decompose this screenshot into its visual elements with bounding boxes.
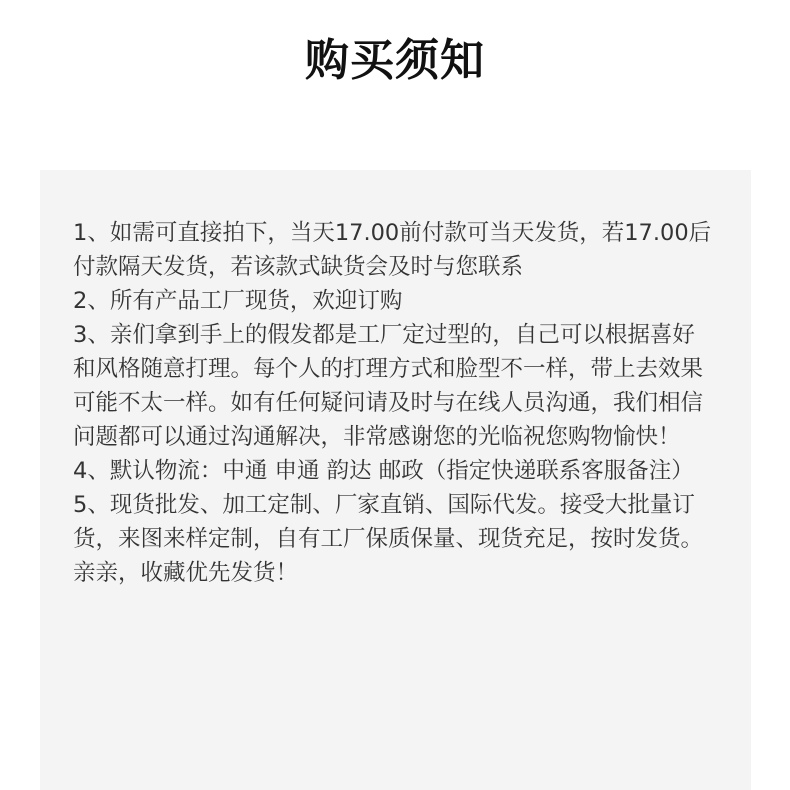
notice-item-2: 2、所有产品工厂现货，欢迎订购: [73, 288, 403, 314]
notice-item-3: 3、亲们拿到手上的假发都是工厂定过型的，自己可以根据喜好和风格随意打理。每个人的打理方式和脸型不一样，带上去效果可能不太一样。如有任何疑问请及时与在线人员沟通，我们相信问题都可以通过沟通解决，非常感谢您的光临祝您购物愉快！: [73, 322, 704, 450]
notice-item-closing: 亲亲，收藏优先发货！: [73, 560, 299, 586]
notice-item-1: 1、如需可直接拍下，当天17.00前付款可当天发货，若17.00后付款隔天发货，若该款式缺货会及时与您联系: [73, 220, 712, 280]
notice-item-5: 5、现货批发、加工定制、厂家直销、国际代发。接受大批量订货，来图来样定制，自有工厂保质保量、现货充足，按时发货。: [73, 492, 704, 552]
page-title: 购买须知: [305, 35, 485, 86]
notice-item-4: 4、默认物流：中通 申通 韵达 邮政（指定快递联系客服备注）: [73, 458, 694, 484]
notice-list: [73, 216, 713, 590]
notice-panel: [40, 170, 751, 790]
